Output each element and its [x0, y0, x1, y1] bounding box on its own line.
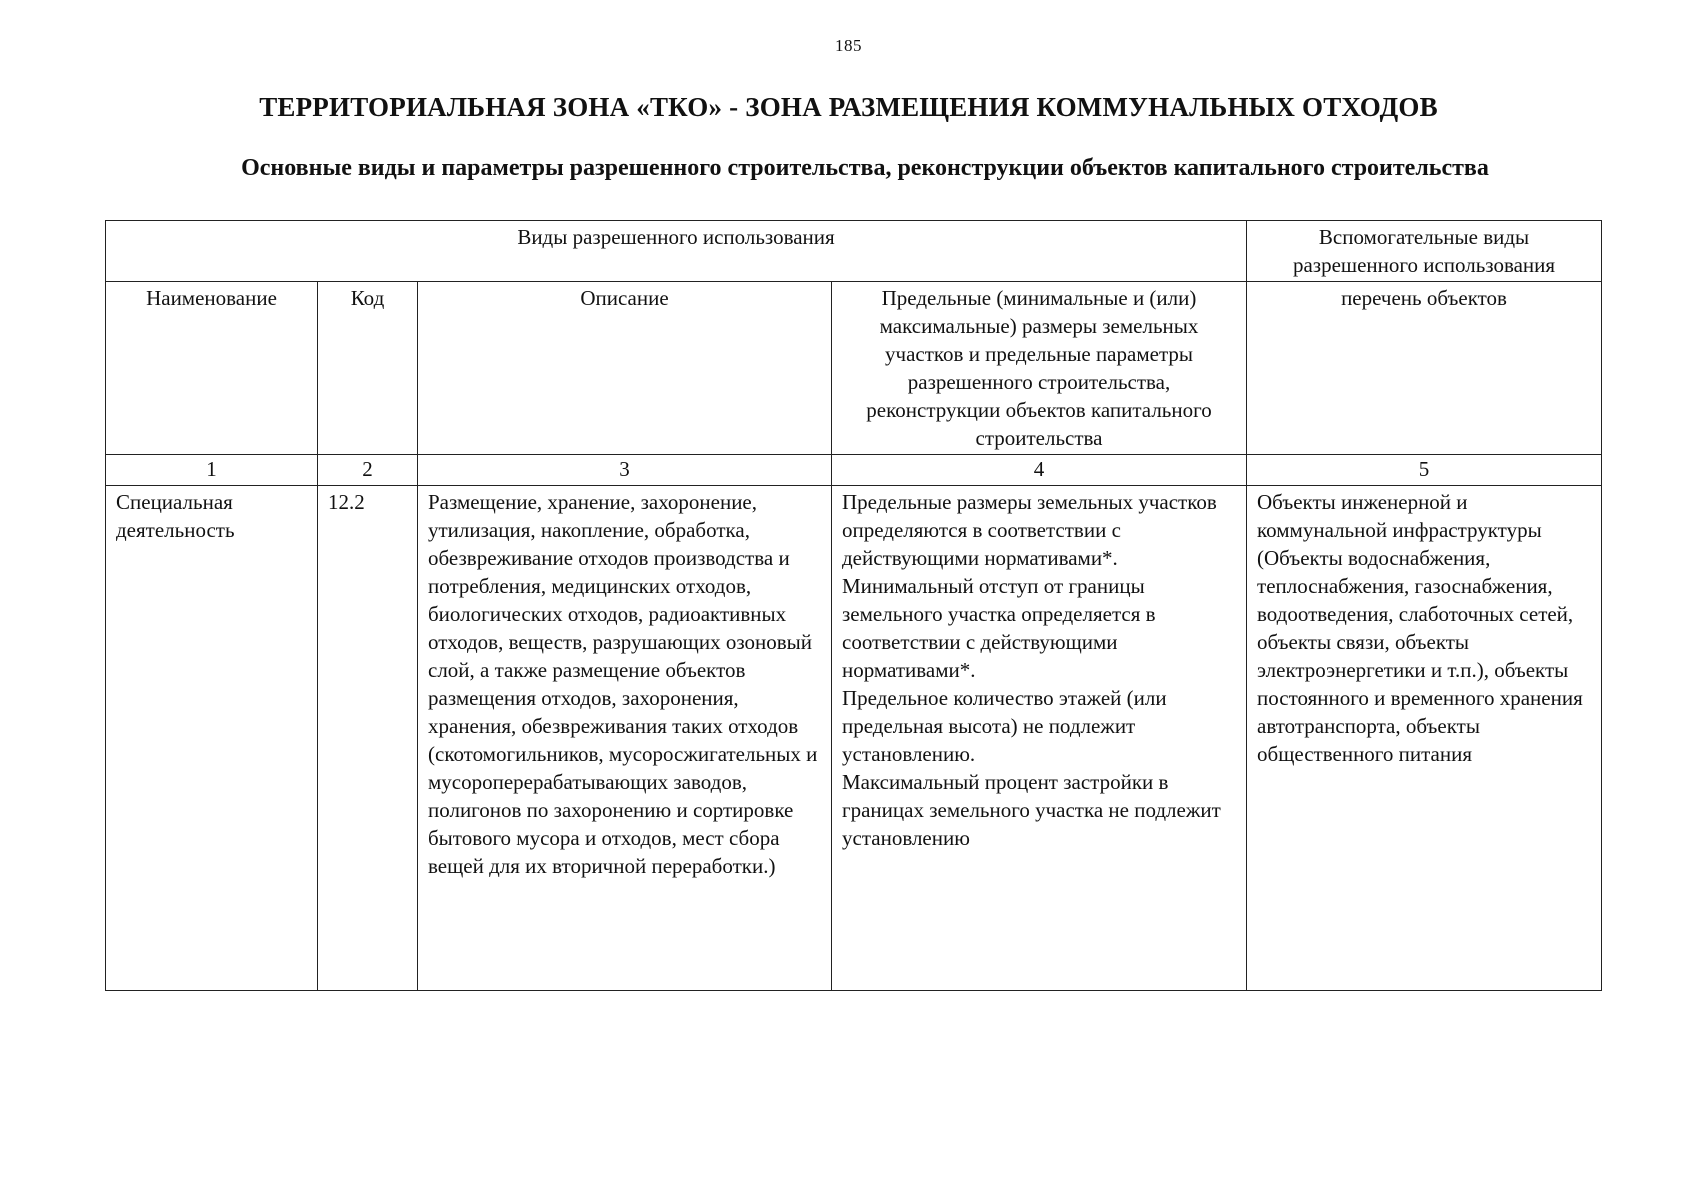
limits-line: Предельное количество этажей (или предельная высота) не подлежит установлению. [842, 686, 1167, 766]
column-header-name: Наименование [106, 282, 318, 455]
page-number: 185 [835, 36, 862, 55]
limits-line: Максимальный процент застройки в границах земельного участка не подлежит установлению [842, 770, 1221, 850]
zone-title: ТЕРРИТОРИАЛЬНАЯ ЗОНА «ТКО» - ЗОНА РАЗМЕЩЕНИЯ КОММУНАЛЬНЫХ ОТХОДОВ [259, 92, 1438, 122]
limits-line: Минимальный отступ от границы земельного участка определяется в соответствии с действующими нормативами*. [842, 574, 1156, 682]
table-group-header-row [106, 221, 1602, 282]
column-number: 5 [1247, 455, 1602, 486]
table-row [106, 486, 1602, 991]
cell-name: Специальная деятельность [106, 486, 318, 991]
column-header-code: Код [318, 282, 418, 455]
table-column-header-row [106, 282, 1602, 455]
main-uses-header: Виды разрешенного использования [106, 221, 1247, 282]
cell-code: 12.2 [318, 486, 418, 991]
column-number: 3 [418, 455, 832, 486]
limits-line: Предельные размеры земельных участков определяются в соответствии с действующими нормативами*. [842, 490, 1217, 570]
column-number: 2 [318, 455, 418, 486]
column-header-description: Описание [418, 282, 832, 455]
column-number: 4 [832, 455, 1247, 486]
permitted-use-table [105, 220, 1602, 991]
column-number: 1 [106, 455, 318, 486]
column-header-objects: перечень объектов [1247, 282, 1602, 455]
auxiliary-uses-header: Вспомогательные виды разрешенного использования [1247, 221, 1602, 282]
cell-objects: Объекты инженерной и коммунальной инфраструктуры (Объекты водоснабжения, теплоснабжения, газоснабжения, водоотведения, слаботочных сетей, объекты связи, объекты электроэнергетики и т.п.), объекты постоянного и временного хранения автотранспорта, объекты общественного питания [1247, 486, 1602, 991]
section-title: Основные виды и параметры разрешенного строительства, реконструкции объектов капитального строительства [241, 155, 1489, 181]
column-number-row [106, 455, 1602, 486]
cell-limits [832, 486, 1247, 991]
column-header-limits: Предельные (минимальные и (или) максимальные) размеры земельных участков и предельные параметры разрешенного строительства, реконструкции объектов капитального строительства [832, 282, 1247, 455]
cell-description: Размещение, хранение, захоронение, утилизация, накопление, обработка, обезвреживание отходов производства и потребления, медицинских отходов, биологических отходов, радиоактивных отходов, веществ, разрушающих озоновый слой, а также размещение объектов размещения отходов, захоронения, хранения, обезвреживания таких отходов (скотомогильников, мусоросжигательных и мусороперерабатывающих заводов, полигонов по захоронению и сортировке бытового мусора и отходов, мест сбора вещей для их вторичной переработки.) [418, 486, 832, 991]
